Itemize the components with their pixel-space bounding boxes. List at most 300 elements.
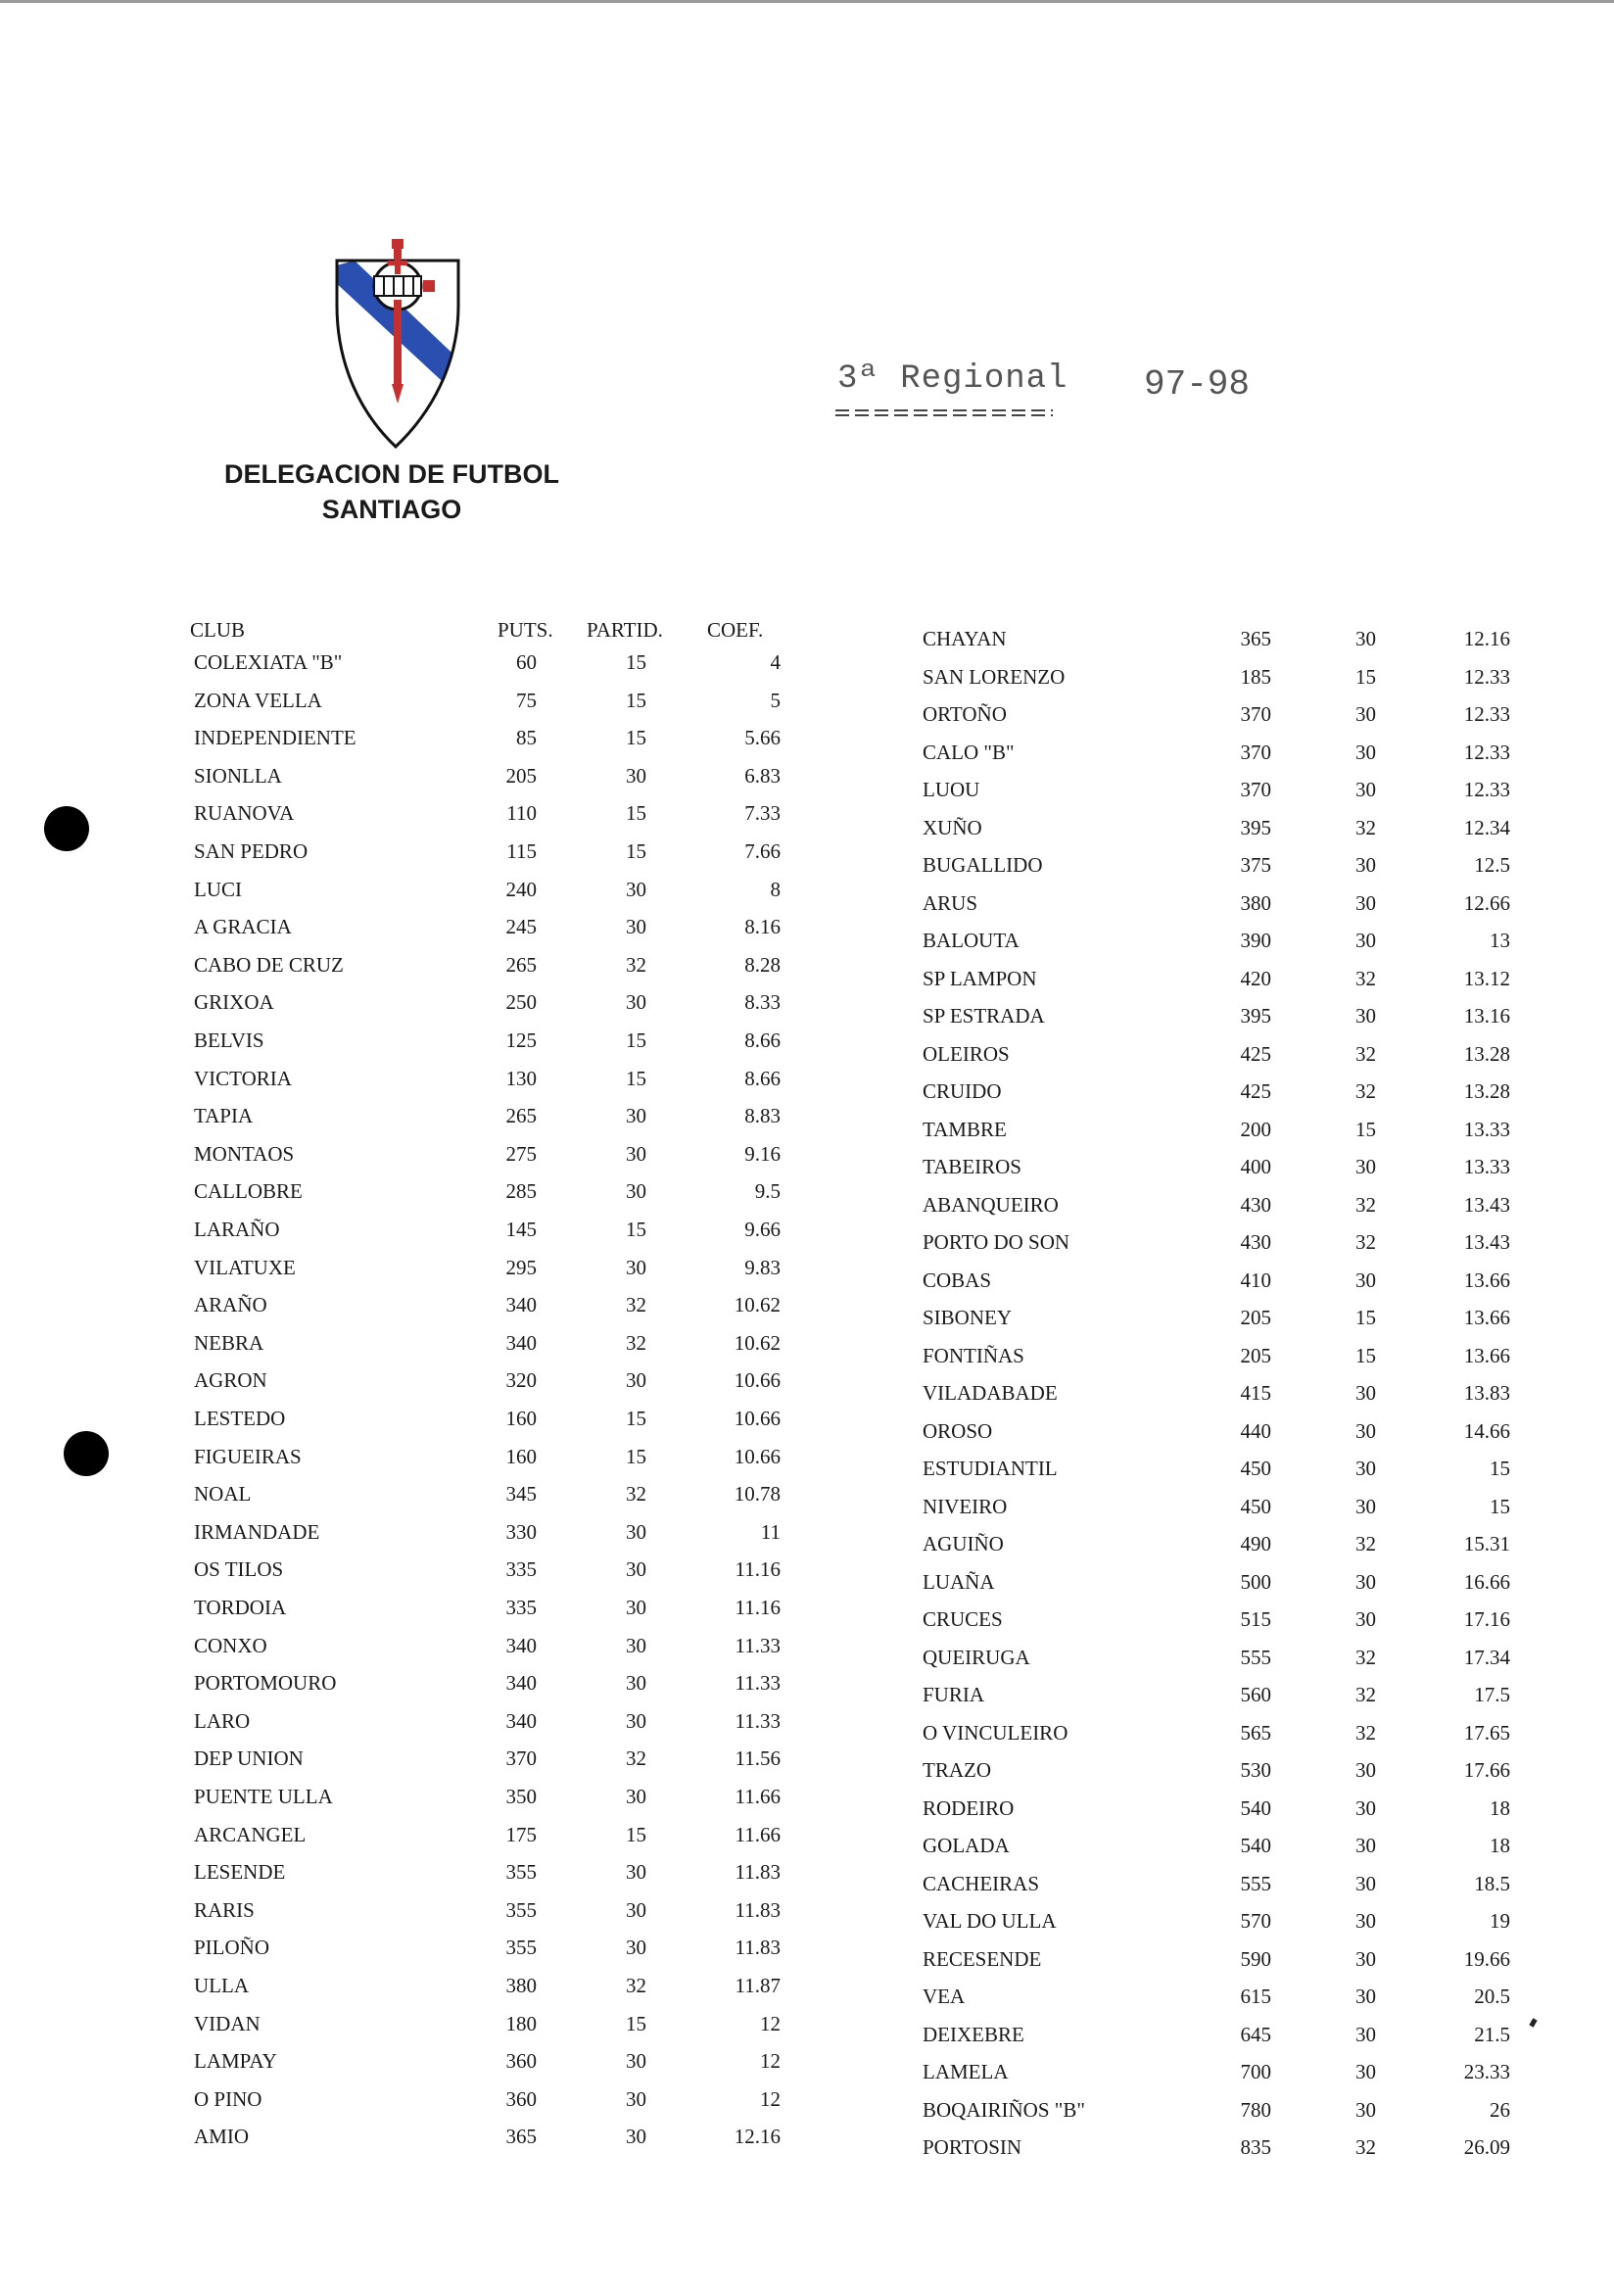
coef-value: 11.16: [735, 1596, 781, 1619]
coef-value: 11.66: [735, 1822, 781, 1846]
club-name: RODEIRO: [923, 1795, 1015, 1820]
table-row: [0, 1374, 1614, 1411]
club-name: O PINO: [194, 2086, 262, 2111]
played-value: 15: [626, 1028, 646, 1052]
club-name: GRIXOA: [194, 990, 274, 1015]
played-value: 30: [626, 1936, 646, 1960]
played-value: 32: [1355, 1192, 1376, 1217]
coef-value: 12.33: [1463, 740, 1510, 764]
club-name: SIONLLA: [194, 763, 282, 788]
played-value: 30: [1355, 1834, 1376, 1857]
table-row: [0, 1865, 1614, 1902]
points-value: 555: [1240, 1871, 1271, 1895]
coef-value: 18: [1490, 1795, 1510, 1820]
table-row: [0, 1337, 1614, 1374]
points-value: 355: [505, 1897, 537, 1922]
club-name: VEA: [923, 1985, 966, 2008]
played-value: 30: [1355, 740, 1376, 764]
coef-value: 11.56: [735, 1746, 781, 1771]
coef-value: 14.66: [1463, 1418, 1510, 1443]
points-value: 370: [1240, 702, 1271, 726]
club-name: LAMELA: [923, 2060, 1009, 2083]
coef-value: 13.33: [1463, 1117, 1510, 1141]
club-name: LESTEDO: [194, 1407, 286, 1430]
points-value: 515: [1240, 1607, 1271, 1631]
coef-value: 15: [1490, 1494, 1510, 1518]
club-name: VILATUXE: [194, 1255, 296, 1279]
points-value: 355: [505, 1860, 537, 1885]
coef-value: 23.33: [1463, 2060, 1510, 2083]
club-name: SP LAMPON: [923, 966, 1037, 990]
coef-value: 7.33: [744, 801, 781, 826]
played-value: 30: [626, 1519, 646, 1544]
played-value: 30: [1355, 2097, 1376, 2122]
table-row: [0, 1111, 1614, 1148]
points-value: 340: [505, 1671, 537, 1696]
played-value: 30: [1355, 2060, 1376, 2083]
club-name: LUOU: [923, 778, 980, 801]
club-name: OLEIROS: [923, 1041, 1010, 1066]
played-value: 15: [626, 839, 646, 863]
club-name: AGUIÑO: [923, 1532, 1004, 1555]
coef-value: 12.33: [1463, 702, 1510, 726]
coef-value: 12.66: [1463, 890, 1510, 915]
table-row: [0, 1714, 1614, 1751]
club-name: QUEIRUGA: [923, 1645, 1030, 1669]
table-row: [0, 1940, 1614, 1978]
points-value: 375: [1240, 853, 1271, 877]
points-value: 320: [505, 1368, 537, 1393]
points-value: 560: [1240, 1683, 1271, 1706]
coef-value: 11.16: [735, 1557, 781, 1582]
club-name: ORTOÑO: [923, 702, 1007, 726]
points-value: 360: [505, 2086, 537, 2111]
points-value: 335: [505, 1596, 537, 1619]
points-value: 125: [505, 1028, 537, 1052]
coef-value: 12.16: [1463, 627, 1510, 650]
points-value: 340: [505, 1633, 537, 1657]
club-name: ARAÑO: [194, 1293, 267, 1317]
coef-value: 16.66: [1463, 1569, 1510, 1594]
played-value: 30: [626, 1897, 646, 1922]
club-name: RUANOVA: [194, 801, 295, 826]
table-row: [0, 809, 1614, 846]
coef-value: 8.66: [744, 1066, 781, 1090]
coef-value: 9.5: [754, 1179, 781, 1204]
club-name: VAL DO ULLA: [923, 1909, 1057, 1933]
played-value: 30: [626, 1785, 646, 1808]
points-value: 590: [1240, 1946, 1271, 1971]
coef-value: 13.66: [1463, 1268, 1510, 1292]
club-name: BELVIS: [194, 1028, 264, 1052]
club-name: LAMPAY: [194, 2049, 277, 2074]
table-row: [0, 2129, 1614, 2166]
table-row: [0, 1223, 1614, 1261]
points-value: 335: [505, 1557, 537, 1582]
coef-value: 13.66: [1463, 1343, 1510, 1367]
coef-value: 13: [1490, 929, 1510, 952]
played-value: 15: [626, 1218, 646, 1241]
points-value: 500: [1240, 1569, 1271, 1594]
coef-value: 9.83: [744, 1255, 781, 1279]
table-row: [0, 2016, 1614, 2053]
played-value: 30: [1355, 1004, 1376, 1028]
played-value: 30: [626, 2049, 646, 2074]
played-value: 30: [626, 1708, 646, 1733]
points-value: 835: [1240, 2135, 1271, 2159]
header-coef: COEF.: [707, 618, 764, 642]
club-name: FONTIÑAS: [923, 1343, 1024, 1367]
played-value: 30: [1355, 1607, 1376, 1631]
organization-line1: DELEGACION DE FUTBOL: [224, 459, 559, 489]
points-value: 180: [505, 2011, 537, 2035]
table-row: [0, 1601, 1614, 1638]
coef-value: 6.83: [744, 763, 781, 788]
coef-value: 18: [1490, 1834, 1510, 1857]
points-value: 365: [505, 2125, 537, 2149]
header-points: PUTS.: [498, 618, 553, 642]
club-name: VICTORIA: [194, 1066, 292, 1090]
club-name: TORDOIA: [194, 1596, 287, 1619]
points-value: 160: [505, 1407, 537, 1430]
played-value: 30: [626, 915, 646, 939]
club-name: PORTO DO SON: [923, 1230, 1070, 1254]
played-value: 32: [626, 1293, 646, 1317]
coef-value: 13.33: [1463, 1155, 1510, 1178]
club-name: LESENDE: [194, 1860, 286, 1885]
table-row: [0, 1676, 1614, 1713]
coef-value: 17.16: [1463, 1607, 1510, 1631]
table-row: [0, 846, 1614, 884]
coef-value: 13.43: [1463, 1192, 1510, 1217]
played-value: 30: [626, 1860, 646, 1885]
played-value: 15: [626, 2011, 646, 2035]
club-name: FURIA: [923, 1683, 985, 1706]
table-row: [0, 1073, 1614, 1110]
table-row: [0, 1412, 1614, 1450]
club-name: A GRACIA: [194, 915, 292, 939]
coef-value: 13.28: [1463, 1079, 1510, 1103]
points-value: 530: [1240, 1758, 1271, 1782]
points-value: 175: [505, 1822, 537, 1846]
club-name: DEP UNION: [194, 1746, 304, 1771]
club-name: VILADABADE: [923, 1381, 1058, 1405]
points-value: 780: [1240, 2097, 1271, 2122]
coef-value: 13.16: [1463, 1004, 1510, 1028]
club-name: SAN LORENZO: [923, 664, 1066, 689]
club-name: OROSO: [923, 1418, 993, 1443]
table-row: [0, 1450, 1614, 1487]
coef-value: 11: [760, 1519, 781, 1544]
points-value: 340: [505, 1293, 537, 1317]
table-row: [0, 1978, 1614, 2015]
played-value: 15: [1355, 1117, 1376, 1141]
played-value: 15: [1355, 1306, 1376, 1329]
played-value: 32: [1355, 2135, 1376, 2159]
table-row: [0, 1827, 1614, 1864]
club-name: TABEIROS: [923, 1155, 1021, 1178]
coef-value: 19: [1490, 1909, 1510, 1933]
played-value: 30: [1355, 702, 1376, 726]
points-value: 390: [1240, 929, 1271, 952]
played-value: 15: [626, 650, 646, 674]
club-name: CONXO: [194, 1633, 267, 1657]
played-value: 30: [626, 763, 646, 788]
club-name: ZONA VELLA: [194, 688, 322, 712]
club-name: GOLADA: [923, 1834, 1010, 1857]
coef-value: 13.28: [1463, 1041, 1510, 1066]
played-value: 32: [1355, 966, 1376, 990]
club-name: ABANQUEIRO: [923, 1192, 1059, 1217]
club-name: PILOÑO: [194, 1936, 269, 1960]
club-name: PORTOSIN: [923, 2135, 1022, 2159]
competition-underline: [835, 407, 1053, 419]
played-value: 32: [1355, 1532, 1376, 1555]
coef-value: 17.5: [1474, 1683, 1510, 1706]
played-value: 30: [1355, 1155, 1376, 1178]
points-value: 285: [505, 1179, 537, 1204]
played-value: 32: [1355, 1645, 1376, 1669]
points-value: 60: [516, 650, 537, 674]
club-name: SAN PEDRO: [194, 839, 309, 863]
coef-value: 9.16: [744, 1141, 781, 1166]
club-name: INDEPENDIENTE: [194, 726, 356, 750]
coef-value: 8.83: [744, 1104, 781, 1128]
played-value: 32: [626, 952, 646, 977]
points-value: 340: [505, 1330, 537, 1355]
club-name: VIDAN: [194, 2011, 261, 2035]
points-value: 370: [505, 1746, 537, 1771]
points-value: 450: [1240, 1494, 1271, 1518]
played-value: 30: [1355, 1569, 1376, 1594]
played-value: 30: [626, 1104, 646, 1128]
points-value: 240: [505, 877, 537, 901]
coef-value: 12: [760, 2011, 781, 2035]
club-name: DEIXEBRE: [923, 2022, 1024, 2046]
table-row: [0, 1148, 1614, 1185]
table-row: [0, 1186, 1614, 1223]
points-value: 185: [1240, 664, 1271, 689]
points-value: 365: [1240, 627, 1271, 650]
played-value: 15: [626, 1822, 646, 1846]
points-value: 540: [1240, 1795, 1271, 1820]
coef-value: 11.33: [735, 1708, 781, 1733]
club-name: LARO: [194, 1708, 251, 1733]
points-value: 250: [505, 990, 537, 1015]
coef-value: 15.31: [1463, 1532, 1510, 1555]
points-value: 265: [505, 952, 537, 977]
table-row: [0, 1751, 1614, 1789]
played-value: 30: [626, 1671, 646, 1696]
points-value: 205: [1240, 1343, 1271, 1367]
coef-value: 5.66: [744, 726, 781, 750]
club-name: LUCI: [194, 877, 242, 901]
points-value: 85: [516, 726, 537, 750]
coef-value: 10.62: [734, 1330, 781, 1355]
points-value: 700: [1240, 2060, 1271, 2083]
coef-value: 17.65: [1463, 1720, 1510, 1745]
coef-value: 11.83: [735, 1897, 781, 1922]
club-name: SIBONEY: [923, 1306, 1013, 1329]
played-value: 30: [626, 1255, 646, 1279]
table-row: [0, 695, 1614, 733]
points-value: 540: [1240, 1834, 1271, 1857]
points-value: 360: [505, 2049, 537, 2074]
header-club: CLUB: [190, 618, 246, 642]
points-value: 160: [505, 1444, 537, 1468]
coef-value: 26.09: [1463, 2135, 1510, 2159]
points-value: 205: [1240, 1306, 1271, 1329]
club-name: CALLOBRE: [194, 1179, 303, 1204]
played-value: 32: [1355, 1683, 1376, 1706]
club-name: O VINCULEIRO: [923, 1720, 1068, 1745]
played-value: 30: [626, 877, 646, 901]
coef-value: 11.87: [735, 1974, 781, 1997]
club-name: RECESENDE: [923, 1946, 1042, 1971]
played-value: 30: [1355, 1494, 1376, 1518]
table-row: [0, 1639, 1614, 1676]
coef-value: 5: [770, 688, 781, 712]
played-value: 32: [626, 1482, 646, 1507]
played-value: 32: [1355, 1720, 1376, 1745]
club-name: TRAZO: [923, 1758, 991, 1782]
played-value: 15: [1355, 1343, 1376, 1367]
points-value: 395: [1240, 815, 1271, 839]
played-value: 30: [626, 2125, 646, 2149]
points-value: 645: [1240, 2022, 1271, 2046]
played-value: 15: [626, 1444, 646, 1468]
club-name: ESTUDIANTIL: [923, 1457, 1058, 1480]
points-value: 295: [505, 1255, 537, 1279]
played-value: 30: [626, 1633, 646, 1657]
points-value: 330: [505, 1519, 537, 1544]
club-name: COLEXIATA "B": [194, 650, 343, 674]
organization-line2: SANTIAGO: [321, 495, 462, 524]
points-value: 380: [505, 1974, 537, 1997]
coef-value: 13.43: [1463, 1230, 1510, 1254]
played-value: 15: [626, 688, 646, 712]
points-value: 130: [505, 1066, 537, 1090]
coef-value: 9.66: [744, 1218, 781, 1241]
club-name: IRMANDADE: [194, 1519, 320, 1544]
club-name: LUAÑA: [923, 1569, 995, 1594]
club-name: BALOUTA: [923, 929, 1020, 952]
played-value: 30: [626, 1179, 646, 1204]
coef-value: 11.66: [735, 1785, 781, 1808]
club-name: PORTOMOURO: [194, 1671, 337, 1696]
club-name: NIVEIRO: [923, 1494, 1008, 1518]
played-value: 30: [1355, 1871, 1376, 1895]
points-value: 415: [1240, 1381, 1271, 1405]
points-value: 200: [1240, 1117, 1271, 1141]
coef-value: 13.66: [1463, 1306, 1510, 1329]
played-value: 32: [1355, 815, 1376, 839]
played-value: 30: [626, 990, 646, 1015]
played-value: 30: [626, 1141, 646, 1166]
points-value: 450: [1240, 1457, 1271, 1480]
points-value: 400: [1240, 1155, 1271, 1178]
club-name: BOQAIRIÑOS "B": [923, 2097, 1085, 2122]
club-name: CHAYAN: [923, 627, 1007, 650]
points-value: 440: [1240, 1418, 1271, 1443]
club-name: CRUCES: [923, 1607, 1003, 1631]
coef-value: 13.12: [1463, 966, 1510, 990]
played-value: 30: [1355, 1758, 1376, 1782]
club-name: ULLA: [194, 1974, 249, 1997]
coef-value: 4: [770, 650, 781, 674]
points-value: 420: [1240, 966, 1271, 990]
coef-value: 11.33: [735, 1633, 781, 1657]
coef-value: 18.5: [1474, 1871, 1510, 1895]
points-value: 565: [1240, 1720, 1271, 1745]
organization-name: [196, 456, 588, 527]
points-value: 340: [505, 1708, 537, 1733]
coef-value: 8.33: [744, 990, 781, 1015]
club-name: CACHEIRAS: [923, 1871, 1040, 1895]
points-value: 345: [505, 1482, 537, 1507]
table-row: [0, 2053, 1614, 2090]
coef-value: 8.16: [744, 915, 781, 939]
table-row: [0, 1790, 1614, 1827]
coef-value: 26: [1490, 2097, 1510, 2122]
club-name: TAPIA: [194, 1104, 254, 1128]
table-row: [0, 1563, 1614, 1601]
season-label: 97-98: [1144, 364, 1251, 405]
points-value: 490: [1240, 1532, 1271, 1555]
club-name: AGRON: [194, 1368, 267, 1393]
played-value: 32: [626, 1746, 646, 1771]
played-value: 32: [1355, 1230, 1376, 1254]
played-value: 30: [1355, 1418, 1376, 1443]
played-value: 30: [1355, 1985, 1376, 2008]
points-value: 110: [506, 801, 537, 826]
played-value: 30: [626, 1596, 646, 1619]
points-value: 370: [1240, 778, 1271, 801]
played-value: 32: [1355, 1079, 1376, 1103]
table-row: [0, 960, 1614, 997]
played-value: 30: [1355, 853, 1376, 877]
points-value: 205: [505, 763, 537, 788]
points-value: 555: [1240, 1645, 1271, 1669]
coef-value: 8: [770, 877, 781, 901]
coef-value: 20.5: [1474, 1985, 1510, 2008]
points-value: 430: [1240, 1230, 1271, 1254]
played-value: 30: [1355, 2022, 1376, 2046]
club-name: AMIO: [194, 2125, 249, 2149]
played-value: 32: [1355, 1041, 1376, 1066]
played-value: 32: [626, 1330, 646, 1355]
points-value: 275: [505, 1141, 537, 1166]
points-value: 75: [516, 688, 537, 712]
club-name: LARAÑO: [194, 1218, 280, 1241]
played-value: 30: [1355, 1795, 1376, 1820]
coef-value: 21.5: [1474, 2022, 1510, 2046]
played-value: 30: [1355, 1457, 1376, 1480]
points-value: 355: [505, 1936, 537, 1960]
played-value: 32: [626, 1974, 646, 1997]
table-row: [0, 620, 1614, 657]
club-name: XUÑO: [923, 815, 982, 839]
played-value: 15: [1355, 664, 1376, 689]
table-row: [0, 1525, 1614, 1562]
points-value: 570: [1240, 1909, 1271, 1933]
points-value: 425: [1240, 1041, 1271, 1066]
coef-value: 7.66: [744, 839, 781, 863]
points-value: 370: [1240, 740, 1271, 764]
coef-value: 17.34: [1463, 1645, 1510, 1669]
club-name: ARUS: [923, 890, 978, 915]
played-value: 30: [1355, 1946, 1376, 1971]
